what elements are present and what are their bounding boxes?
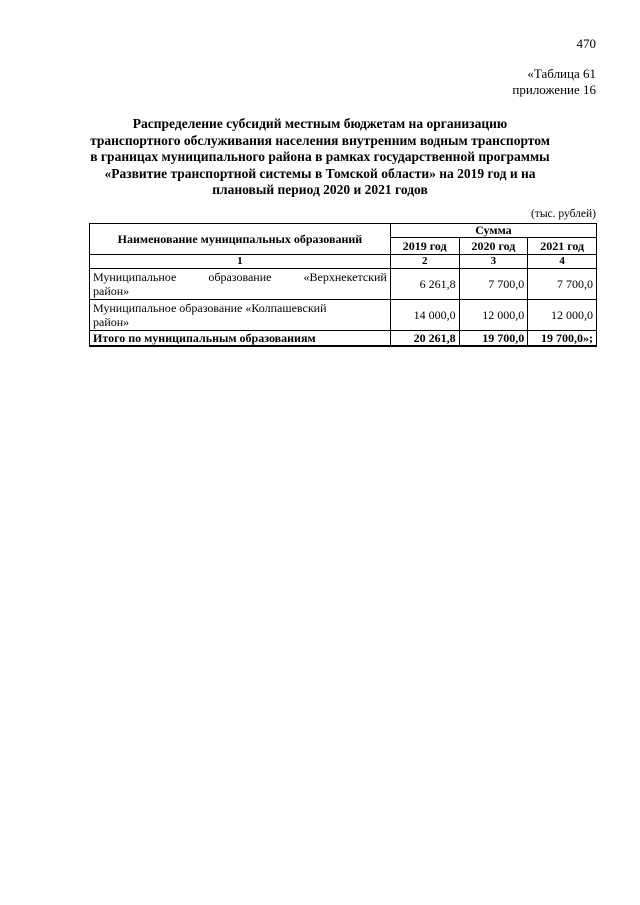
value-2019: 14 000,0 xyxy=(390,300,459,331)
page-number: 470 xyxy=(576,36,596,51)
municipality-name xyxy=(90,300,391,331)
units-label: (тыс. рублей) xyxy=(530,208,596,220)
column-index-2: 2 xyxy=(390,255,459,269)
column-index-4: 4 xyxy=(528,255,597,269)
municipality-name xyxy=(90,269,391,300)
column-index-1: 1 xyxy=(90,255,391,269)
value-2021: 7 700,0 xyxy=(528,269,597,300)
value-2020: 12 000,0 xyxy=(459,300,528,331)
municipality-name-line2: район» xyxy=(93,284,130,298)
total-label: Итого по муниципальным образованиям xyxy=(90,331,391,347)
value-2021: 12 000,0 xyxy=(528,300,597,331)
column-index-3: 3 xyxy=(459,255,528,269)
value-2019: 6 261,8 xyxy=(390,269,459,300)
municipality-name-line1: Муниципальное образование «Верхнекетский xyxy=(93,270,387,284)
document-title: Распределение субсидий местным бюджетам на организацию транспортного обслуживания населения внутренним водным транспортом в границах муниципального района в рамках государственной программы «Развитие транспортной системы в Томской области» на 2019 год и на плановый период 2020 и 2021 годов xyxy=(90,116,550,197)
value-2020: 7 700,0 xyxy=(459,269,528,300)
table-reference xyxy=(512,66,596,98)
table-reference-line1: «Таблица 61 xyxy=(527,66,596,81)
total-2020: 19 700,0 xyxy=(459,331,528,347)
header-year-2021: 2021 год xyxy=(528,238,597,255)
table-reference-line2: приложение 16 xyxy=(512,82,596,97)
total-2019: 20 261,8 xyxy=(390,331,459,347)
header-row-1 xyxy=(90,224,597,238)
table-row xyxy=(90,269,597,300)
header-name: Наименование муниципальных образований xyxy=(90,224,391,255)
total-row xyxy=(90,331,597,347)
header-year-2019: 2019 год xyxy=(390,238,459,255)
table-row xyxy=(90,300,597,331)
header-sum: Сумма xyxy=(390,224,596,238)
municipality-name-line2: район» xyxy=(93,315,130,329)
total-2021: 19 700,0»; xyxy=(528,331,597,347)
municipality-name-line1: Муниципальное образование «Колпашевский xyxy=(93,301,327,315)
subsidy-table xyxy=(89,223,597,347)
header-year-2020: 2020 год xyxy=(459,238,528,255)
column-index-row xyxy=(90,255,597,269)
